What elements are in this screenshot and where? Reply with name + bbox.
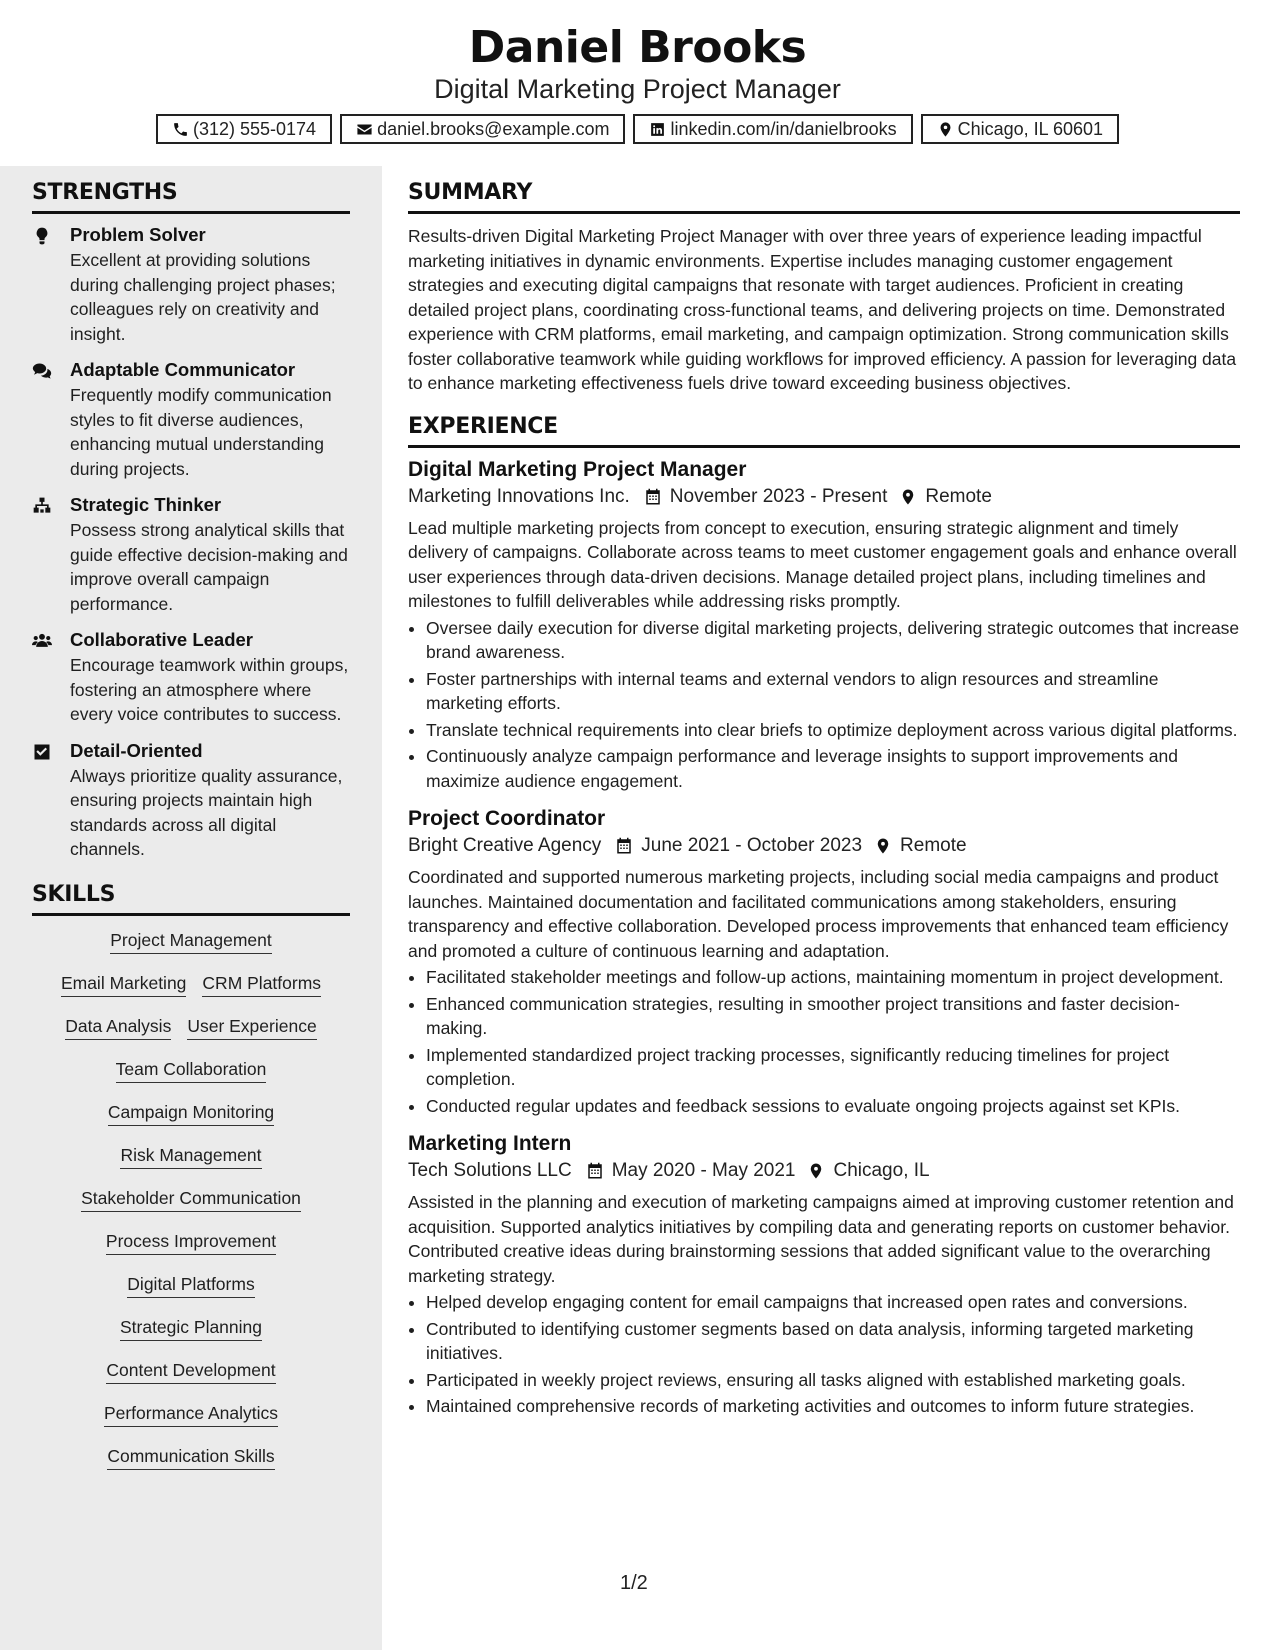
strength-desc: Frequently modify communication styles to fit diverse audiences, enhancing mutual understanding during projects. [70,385,332,479]
job-entry [408,1132,1240,1419]
job-dates: May 2020 - May 2021 [611,1160,796,1181]
skill-tag: Performance Analytics [104,1403,278,1427]
skill-tag: Digital Platforms [127,1274,254,1298]
contact-email[interactable] [340,114,625,144]
strength-desc: Excellent at providing solutions during challenging project phases; colleagues rely on creativity and insight. [70,250,336,344]
location-text: Chicago, IL 60601 [957,118,1104,139]
job-description: Lead multiple marketing projects from concept to execution, ensuring strategic alignment and timely delivery of campaigns. Collaborate across teams to meet customer engagement goals and enhance overall user experiences through data-driven decisions. Manage detailed project plans, including timelines and milestones to fulfill deliverables while addressing risks promptly. [408,517,1237,611]
skill-tag: Risk Management [120,1145,261,1169]
calendar-icon [615,837,633,855]
skill-tag: Strategic Planning [120,1317,262,1341]
job-description: Coordinated and supported numerous marketing projects, including social media campaigns and product launches. Maintained documentation and facilitated communications among stakeholders, ensuring transparency and effective collaboration. Developed process improvements that enhanced team efficiency and promoted a culture of continuous learning and adaptation. [408,867,1229,961]
candidate-title: Digital Marketing Project Manager [434,74,841,104]
job-bullet: • Foster partnerships with internal teams and external vendors to align resources and streamline marketing efforts. [426,667,1240,716]
sitemap-icon [32,496,52,516]
job-entry [408,458,1240,794]
strength-title: Adaptable Communicator [70,359,296,380]
calendar-icon [644,488,662,506]
job-location: Remote [900,835,967,856]
job-meta [408,835,1240,857]
job-description: Assisted in the planning and execution of marketing campaigns aimed at improving customer retention and acquisition. Supported analytics initiatives by compiling data and generating reports on customer behavior. Contributed creative ideas during brainstorming sessions that added significant value to the overarching marketing strategy. [408,1192,1234,1286]
strength-title: Collaborative Leader [70,629,254,650]
strength-desc: Always prioritize quality assurance, ensuring projects maintain high standards across all digital channels. [70,765,343,859]
job-bullet: • Implemented standardized project tracking processes, significantly reducing timelines for project completion. [426,1043,1240,1092]
job-bullet: • Participated in weekly project reviews, ensuring all tasks aligned with established marketing goals. [426,1368,1240,1393]
skill-tag: Content Development [106,1360,275,1384]
job-meta [408,486,1240,508]
strength-item [32,629,350,727]
calendar-icon [586,1162,604,1180]
experience-heading: EXPERIENCE [408,414,1240,448]
job-bullet: • Enhanced communication strategies, resulting in smoother project transitions and faster decision-making. [426,992,1240,1041]
envelope-icon [356,121,373,138]
resume-header [0,0,1275,160]
job-bullet: • Maintained comprehensive records of marketing activities and outcomes to inform future strategies. [426,1394,1240,1419]
job-meta [408,1160,1240,1182]
skill-tag: Team Collaboration [116,1059,267,1083]
main-column [408,166,1240,1433]
job-title: Project Coordinator [408,807,606,830]
page-number: 1/2 [620,1572,648,1594]
job-bullet: • Oversee daily execution for diverse digital marketing projects, delivering strategic outcomes that increase brand awareness. [426,616,1240,665]
contact-location [921,114,1119,144]
job-bullet: • Translate technical requirements into clear briefs to optimize deployment across various digital platforms. [426,718,1240,743]
strength-item [32,494,350,616]
strength-item [32,224,350,346]
job-dates: June 2021 - October 2023 [641,835,863,856]
comments-icon [32,361,52,381]
contact-phone[interactable] [156,114,332,144]
job-company: Marketing Innovations Inc. [408,485,630,507]
strengths-heading: STRENGTHS [32,180,350,214]
checkbox-icon [32,742,52,762]
job-location: Remote [925,485,992,507]
candidate-name: Daniel Brooks [468,22,807,73]
job-bullet: • Facilitated stakeholder meetings and follow-up actions, maintaining momentum in project development. [426,965,1240,990]
skill-tag: Stakeholder Communication [81,1188,301,1212]
skill-tag: Campaign Monitoring [108,1102,274,1126]
job-bullet: • Helped develop engaging content for email campaigns that increased open rates and conversions. [426,1290,1240,1315]
job-title: Digital Marketing Project Manager [408,457,747,481]
skill-tag: Process Improvement [106,1231,276,1255]
strength-title: Problem Solver [70,224,206,245]
skills-list [32,930,350,1489]
strengths-list [32,224,350,862]
linkedin-text: linkedin.com/in/danielbrooks [670,118,897,139]
strength-desc: Possess strong analytical skills that guide effective decision-making and improve overall campaign performance. [70,520,348,614]
skill-tag: User Experience [187,1016,316,1040]
strength-item [32,359,350,481]
map-pin-icon [937,121,954,138]
strength-desc: Encourage teamwork within groups, fostering an atmosphere where every voice contributes to success. [70,655,349,724]
job-bullets [408,965,1240,1118]
map-pin-icon [874,837,892,855]
job-bullets [408,1290,1240,1419]
phone-text: (312) 555-0174 [192,118,317,139]
summary-heading: SUMMARY [408,180,1240,214]
job-dates: November 2023 - Present [669,485,888,507]
map-pin-icon [899,488,917,506]
linkedin-icon [649,121,666,138]
skills-heading: SKILLS [32,882,350,916]
contact-bar [0,114,1275,144]
lightbulb-icon [32,226,52,246]
job-bullet: • Continuously analyze campaign performance and leverage insights to support improvements and maximize audience engagement. [426,744,1240,793]
skill-tag: Project Management [110,930,271,954]
map-pin-icon [807,1162,825,1180]
job-bullet: • Contributed to identifying customer segments based on data analysis, informing targeted marketing initiatives. [426,1317,1240,1366]
summary-text: Results-driven Digital Marketing Project Manager with over three years of experience leading impactful marketing initiatives in dynamic environments. Expertise includes managing customer engagement strategies and executing digital campaigns that resonate with target audiences. Proficient in creating detailed project plans, coordinating cross-functional teams, and delivering projects on time. Demonstrated experience with CRM platforms, email marketing, and campaign optimization. Strong communication skills foster collaborative teamwork while guiding workflows for improved efficiency. A passion for leveraging data to enhance marketing effectiveness fuels drive toward exceeding business objectives. [408,226,1237,393]
job-bullet: • Conducted regular updates and feedback sessions to evaluate ongoing projects against set KPIs. [426,1094,1240,1119]
skill-tag: CRM Platforms [202,973,321,997]
contact-linkedin[interactable] [633,114,912,144]
job-location: Chicago, IL [833,1160,930,1181]
phone-icon [172,121,189,138]
strength-item [32,740,350,862]
users-icon [32,631,52,651]
job-title: Marketing Intern [408,1132,572,1155]
sidebar [0,166,382,1650]
job-entry [408,807,1240,1118]
strength-title: Strategic Thinker [70,494,222,515]
skill-tag: Communication Skills [107,1446,274,1470]
skill-tag: Data Analysis [65,1016,171,1040]
skill-tag: Email Marketing [61,973,186,997]
strength-title: Detail-Oriented [70,739,203,761]
job-company: Tech Solutions LLC [408,1160,572,1181]
job-company: Bright Creative Agency [408,835,602,856]
email-text: daniel.brooks@example.com [377,118,610,139]
job-bullets [408,616,1240,794]
